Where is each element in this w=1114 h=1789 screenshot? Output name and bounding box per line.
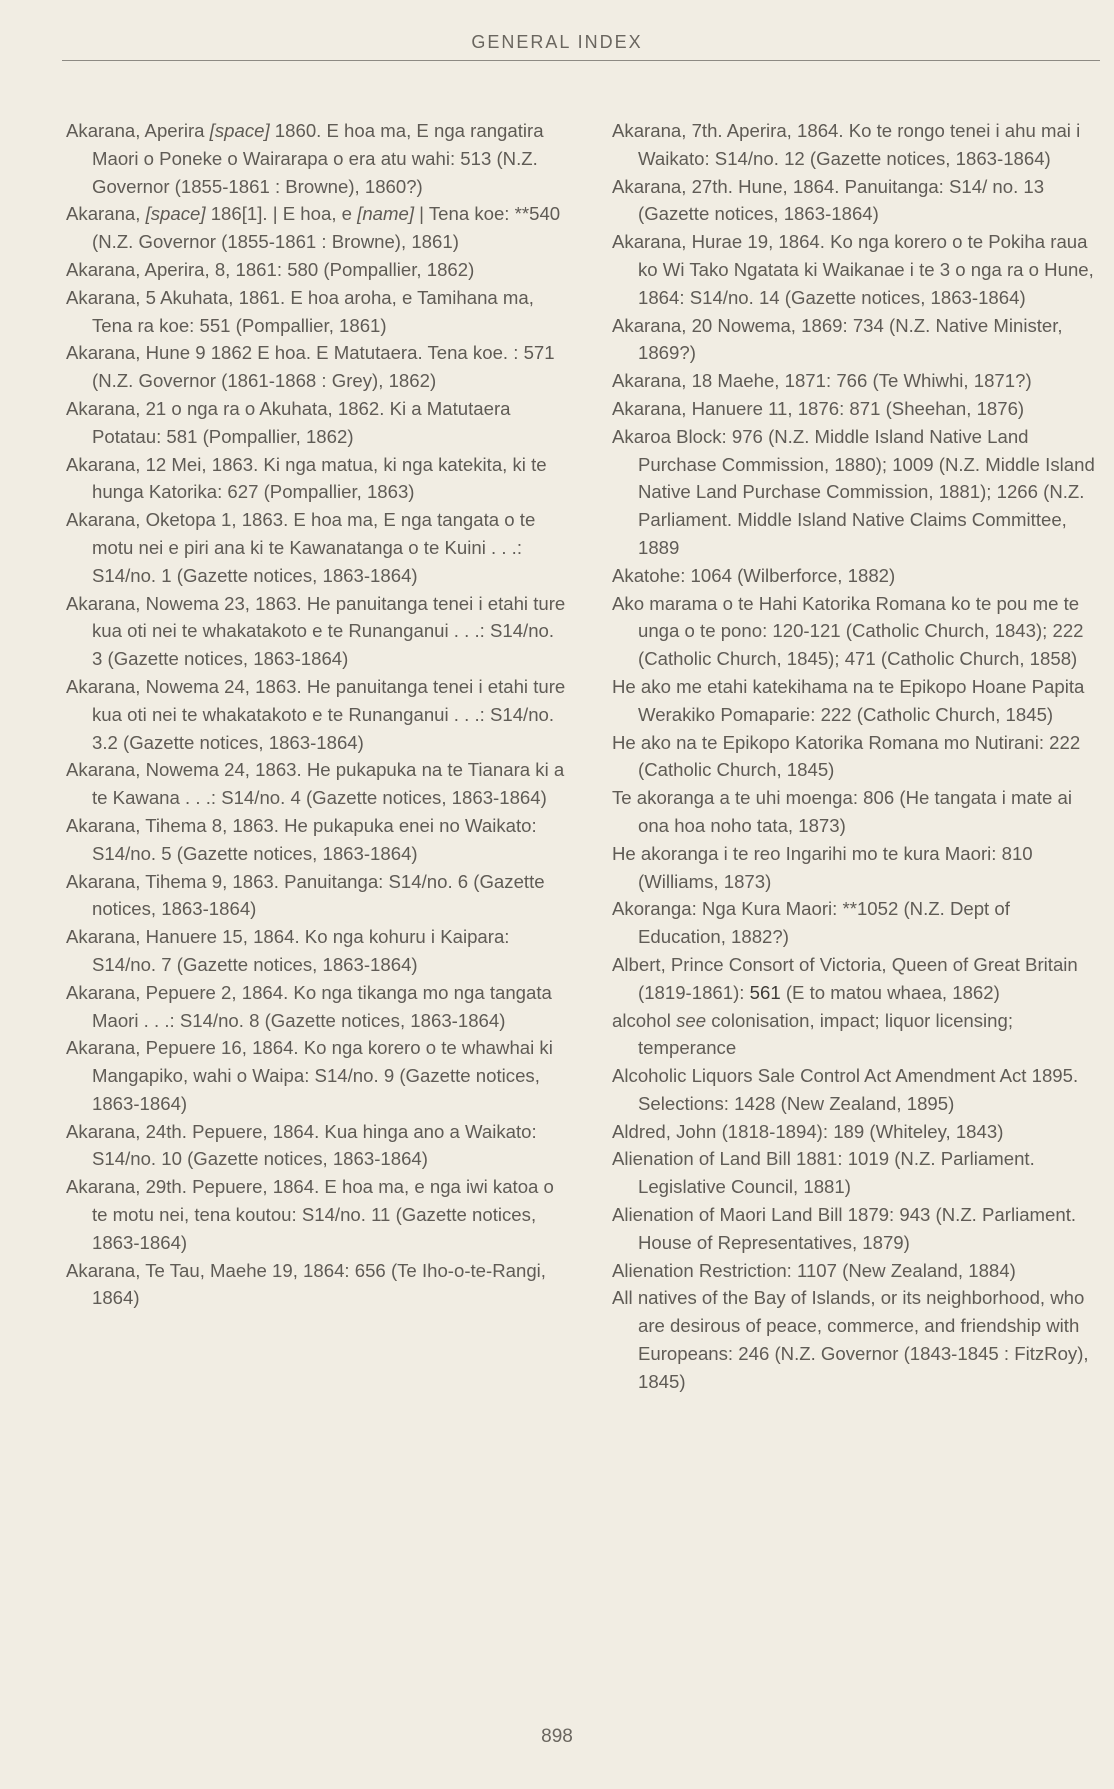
index-entry: Alienation of Maori Land Bill 1879: 943 (N.Z. Parliament. House of Representatives, 1879) [612, 1204, 1077, 1253]
index-entry: Akarana, Pepuere 16, 1864. Ko nga korero o te whawhai ki Mangapiko, wahi o Waipa: S14/no. 9 (Gazette notices, 1863-1864) [66, 1037, 553, 1114]
index-entry: Akarana, Hanuere 15, 1864. Ko nga kohuru i Kaipara: S14/no. 7 (Gazette notices, 1863-1864) [66, 926, 510, 975]
index-entry: Alienation of Land Bill 1881: 1019 (N.Z. Parliament. Legislative Council, 1881) [612, 1148, 1035, 1198]
index-entry: Ako marama o te Hahi Katorika Romana ko te pou me te unga o te pono: 120-121 (Catholic Church, 1843); 222 (Catholic Church, 1845); 471 (Catholic Church, 1858) [612, 592, 1084, 670]
header-rule [62, 60, 1100, 61]
running-title: GENERAL INDEX [471, 32, 643, 52]
index-entry: Akarana, Tihema 8, 1863. He pukapuka enei no Waikato: S14/no. 5 (Gazette notices, 1863-1864) [66, 814, 537, 864]
index-entry: Akaroa Block: 976 (N.Z. Middle Island Native Land Purchase Commission, 1880); 1009 (N.Z. Middle Island Native Land Purchase Commission, 1881); 1266 (N.Z. Parliament. Middle Island Native Claims Committee, 1889 [612, 425, 1095, 558]
index-entry: Akoranga: Nga Kura Maori: **1052 (N.Z. Dept of Education, 1882?) [612, 898, 1010, 948]
index-column-left [66, 117, 566, 1312]
index-entry: Akarana, 24th. Pepuere, 1864. Kua hinga ano a Waikato: S14/no. 10 (Gazette notices, 1863-1864) [66, 1120, 537, 1170]
index-entry: Akarana, Hurae 19, 1864. Ko nga korero o te Pokiha raua ko Wi Tako Ngatata ki Waikanae i te 3 o nga ra o Hune, 1864: S14/no. 14 (Gazette notices, 1863-1864) [612, 231, 1094, 308]
index-entry: Akarana, Nowema 23, 1863. He panuitanga tenei i etahi ture kua oti nei te whakatakoto e te Runanganui . . .: S14/no. 3 (Gazette notices, 1863-1864) [66, 592, 566, 670]
index-entry: Akarana, Oketopa 1, 1863. E hoa ma, E nga tangata o te motu nei e piri ana ki te Kawanatanga o te Kuini . . .: S14/no. 1 (Gazette notices, 1863-1864) [66, 509, 536, 586]
index-entry: He akoranga i te reo Ingarihi mo te kura Maori: 810 (Williams, 1873) [612, 842, 1033, 892]
index-entry: Akarana, 5 Akuhata, 1861. E hoa aroha, e Tamihana ma, Tena ra koe: 551 (Pompallier, 1861) [66, 286, 534, 336]
index-column-right [612, 117, 1100, 1396]
index-entry: He ako me etahi katekihama na te Epikopo Hoane Papita Werakiko Pomaparie: 222 (Catholic Church, 1845) [612, 675, 1085, 725]
index-entry: Akarana, Nowema 24, 1863. He panuitanga tenei i etahi ture kua oti nei te whakatakoto e te Runanganui . . .: S14/no. 3.2 (Gazette notices, 1863-1864) [66, 675, 566, 753]
index-entry: Akarana, 20 Nowema, 1869: 734 (N.Z. Native Minister, 1869?) [612, 314, 1063, 364]
index-entry: Akarana, Pepuere 2, 1864. Ko nga tikanga mo nga tangata Maori . . .: S14/no. 8 (Gazette notices, 1863-1864) [66, 981, 552, 1031]
index-entry: Akarana, 12 Mei, 1863. Ki nga matua, ki nga katekita, ki te hunga Katorika: 627 (Pompallier, 1863) [66, 453, 547, 503]
index-entry: Akarana, 27th. Hune, 1864. Panuitanga: S14/ no. 13 (Gazette notices, 1863-1864) [612, 175, 1045, 225]
index-entry: Alienation Restriction: 1107 (New Zealand, 1884) [612, 1259, 1016, 1281]
index-entry: All natives of the Bay of Islands, or its neighborhood, who are desirous of peace, commerce, and friendship with Europeans: 246 (N.Z. Governor (1843-1845 : FitzRoy), 1845) [612, 1287, 1089, 1392]
index-entry: Akarana, Aperira [space] 1860. E hoa ma, E nga rangatira Maori o Poneke o Wairarapa o era atu wahi: 513 (N.Z. Governor (1855-1861 : Browne), 1860?) [66, 120, 544, 197]
index-entry: Te akoranga a te uhi moenga: 806 (He tangata i mate ai ona hoa noho tata, 1873) [612, 787, 1072, 836]
index-entry: Aldred, John (1818-1894): 189 (Whiteley, 1843) [612, 1120, 1004, 1142]
index-entry: Akarana, Hune 9 1862 E hoa. E Matutaera. Tena koe. : 571 (N.Z. Governor (1861-1868 : Grey), 1862) [66, 342, 555, 392]
index-entry: Akarana, 21 o nga ra o Akuhata, 1862. Ki a Matutaera Potatau: 581 (Pompallier, 1862) [66, 397, 511, 447]
index-entry: Akarana, Te Tau, Maehe 19, 1864: 656 (Te Iho-o-te-Rangi, 1864) [66, 1259, 546, 1309]
index-entry: alcohol see colonisation, impact; liquor licensing; temperance [612, 1009, 1014, 1059]
index-entry: Akarana, Aperira, 8, 1861: 580 (Pompallier, 1862) [66, 258, 475, 280]
index-entry: Akarana, 29th. Pepuere, 1864. E hoa ma, e nga iwi katoa o te motu nei, tena koutou: S14/no. 11 (Gazette notices, 1863-1864) [66, 1176, 554, 1253]
index-entry: He ako na te Epikopo Katorika Romana mo Nutirani: 222 (Catholic Church, 1845) [612, 731, 1081, 781]
index-entry: Akarana, Nowema 24, 1863. He pukapuka na te Tianara ki a te Kawana . . .: S14/no. 4 (Gazette notices, 1863-1864) [66, 759, 565, 809]
index-entry: Albert, Prince Consort of Victoria, Queen of Great Britain (1819-1861): 561 (E to matou whaea, 1862) [612, 953, 1078, 1003]
index-entry: Akarana, Hanuere 11, 1876: 871 (Sheehan, 1876) [612, 397, 1025, 419]
page-number: 898 [541, 1726, 573, 1747]
index-entry: Akarana, Tihema 9, 1863. Panuitanga: S14/no. 6 (Gazette notices, 1863-1864) [66, 870, 545, 920]
index-entry: Alcoholic Liquors Sale Control Act Amendment Act 1895. Selections: 1428 (New Zealand, 1895) [612, 1065, 1079, 1114]
index-entry: Akatohe: 1064 (Wilberforce, 1882) [612, 564, 896, 586]
index-entry: Akarana, [space] 186[1]. | E hoa, e [name] | Tena koe: **540 (N.Z. Governor (1855-1861 : Browne), 1861) [66, 203, 561, 253]
index-entry: Akarana, 18 Maehe, 1871: 766 (Te Whiwhi, 1871?) [612, 370, 1032, 392]
index-entry: Akarana, 7th. Aperira, 1864. Ko te rongo tenei i ahu mai i Waikato: S14/no. 12 (Gazette notices, 1863-1864) [612, 120, 1081, 169]
